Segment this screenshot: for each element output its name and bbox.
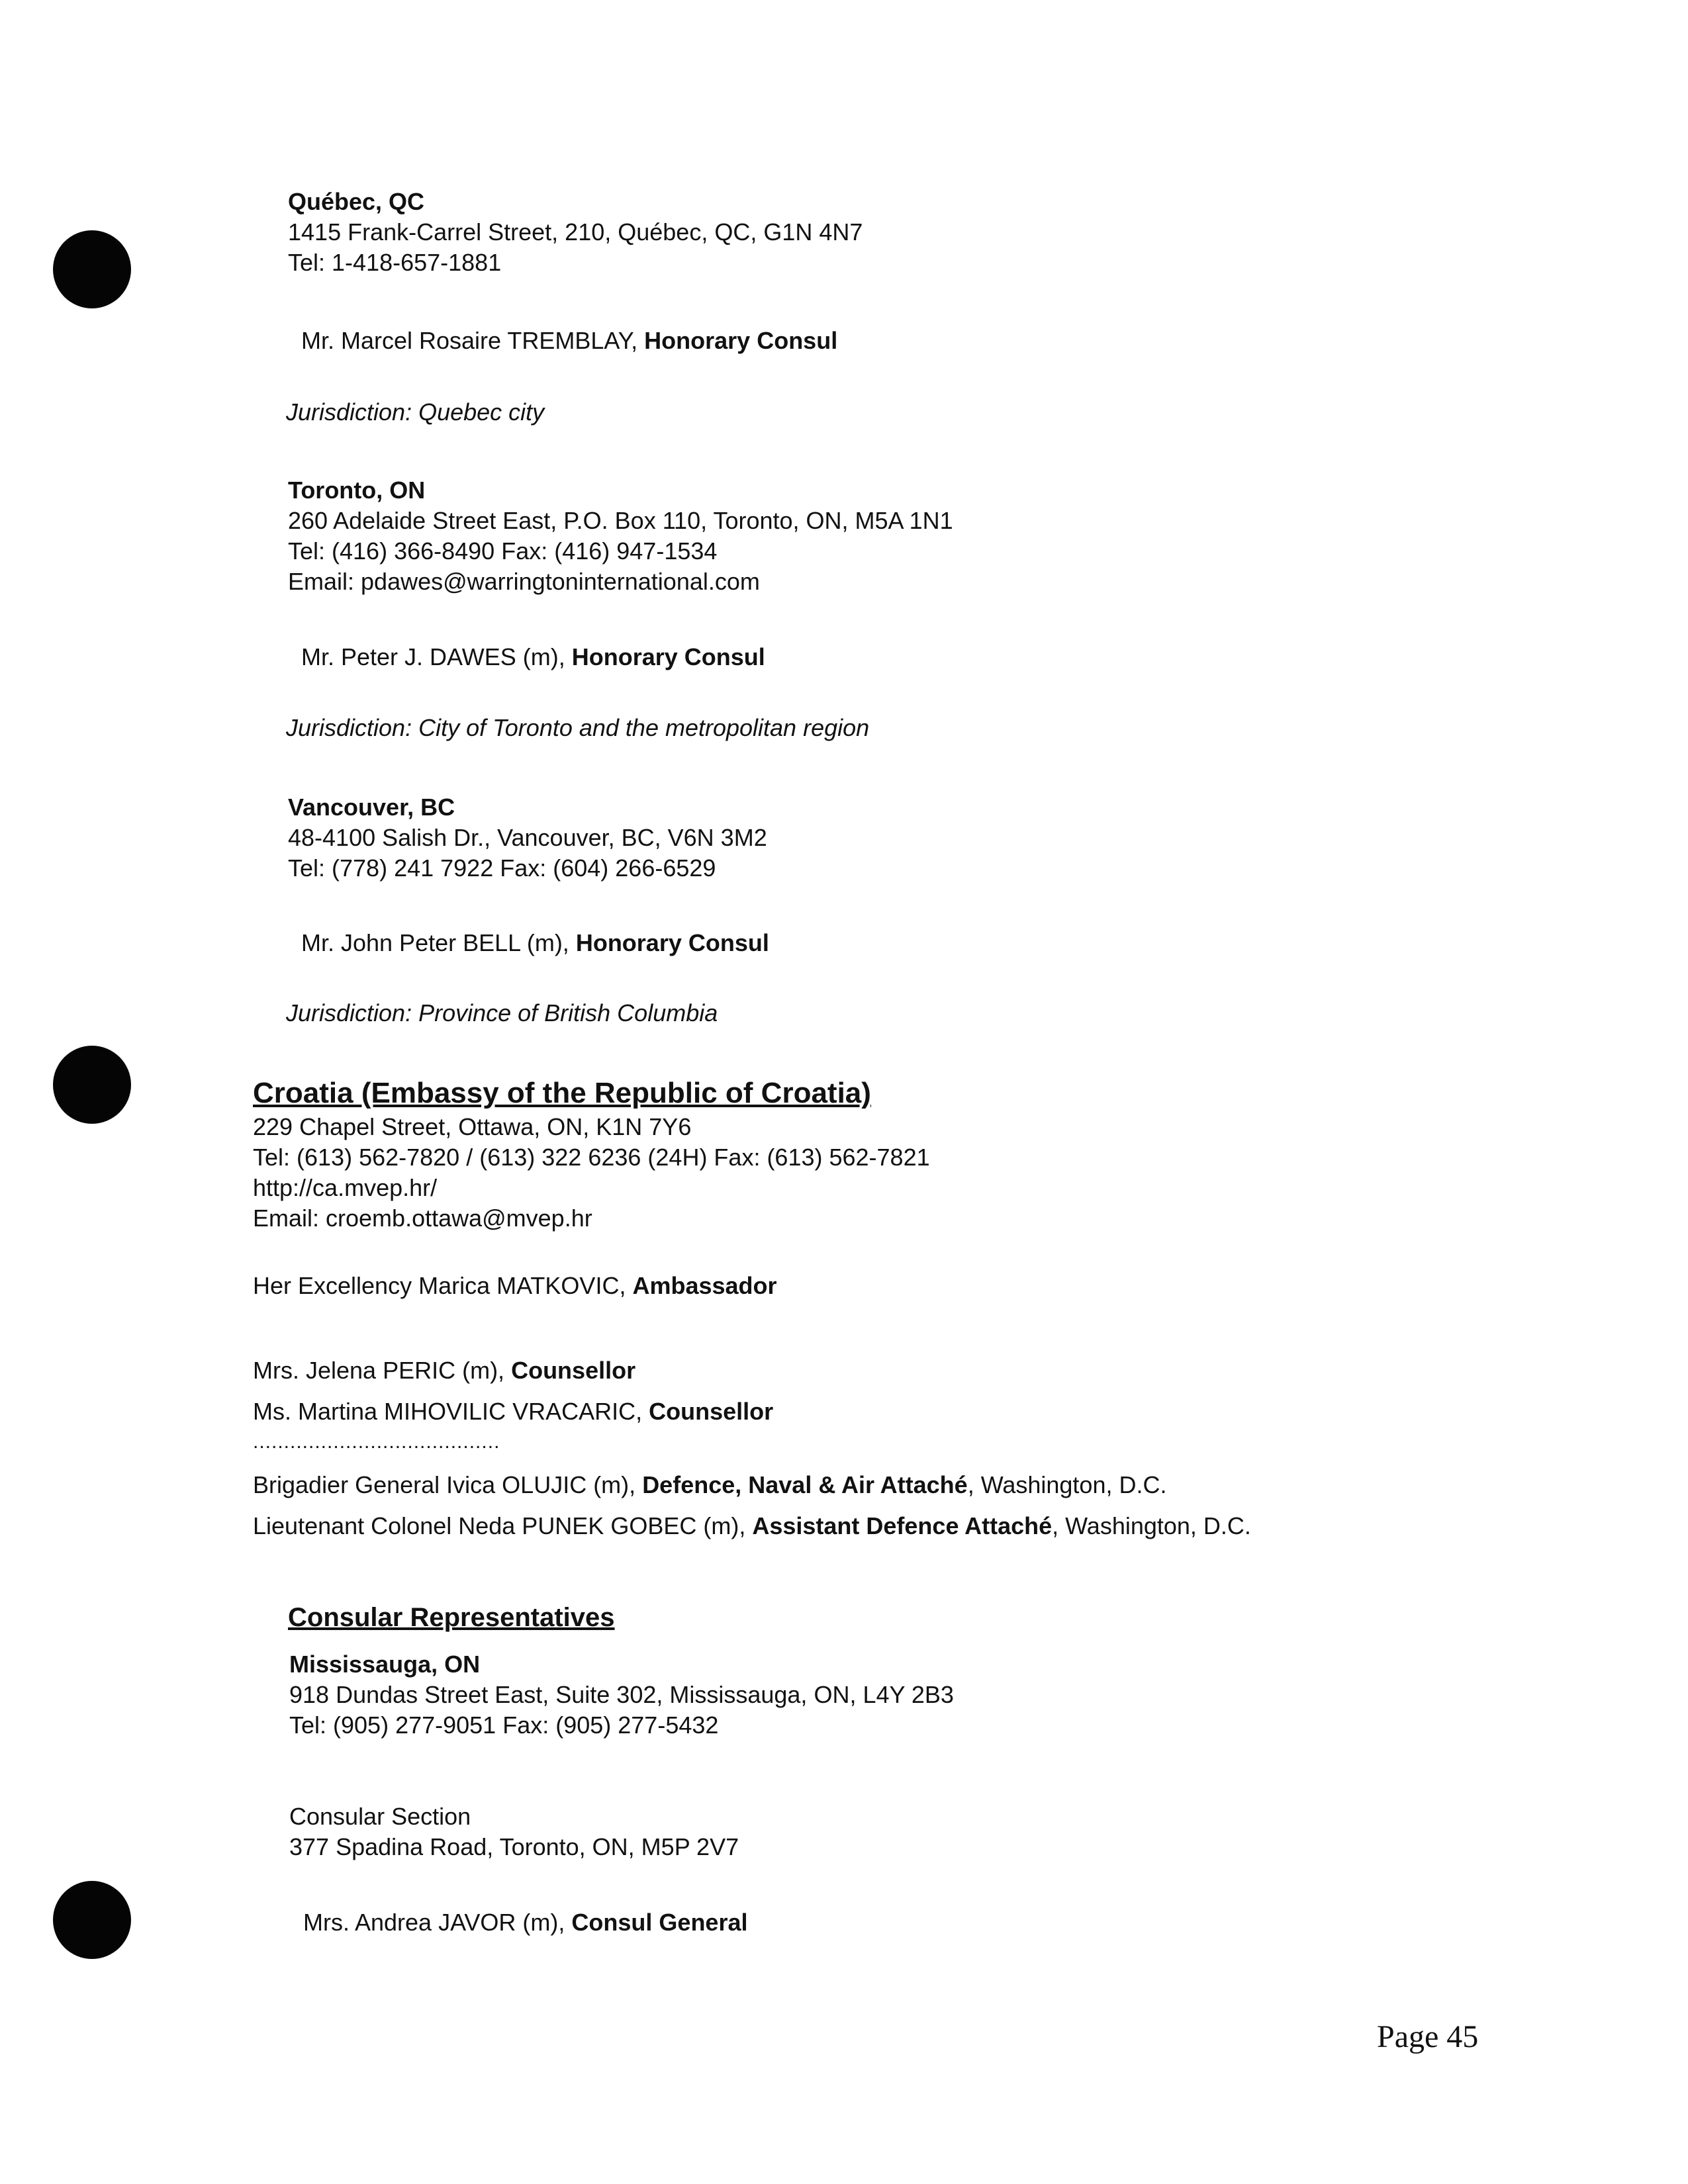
- staff-name: Ms. Martina MIHOVILIC VRACARIC,: [253, 1398, 643, 1425]
- consular-section: [289, 1801, 739, 1862]
- staff-title: Counsellor: [511, 1357, 636, 1384]
- croatia-address: 229 Chapel Street, Ottawa, ON, K1N 7Y6: [253, 1113, 692, 1140]
- quebec-address: 1415 Frank-Carrel Street, 210, Québec, QC, G1N 4N7: [288, 218, 863, 246]
- attache-location: , Washington, D.C.: [967, 1471, 1167, 1498]
- consul-general-name: Mrs. Andrea JAVOR (m),: [303, 1909, 565, 1936]
- vancouver-address: 48-4100 Salish Dr., Vancouver, BC, V6N 3M2: [288, 824, 767, 851]
- toronto-entry: [288, 475, 953, 597]
- staff-line: [253, 1350, 773, 1391]
- vancouver-jurisdiction: Jurisdiction: Province of British Columbia: [286, 999, 718, 1026]
- mississauga-city: Mississauga, ON: [289, 1651, 481, 1678]
- attache-location: , Washington, D.C.: [1052, 1512, 1251, 1539]
- dotted-separator: ........................................: [253, 1431, 500, 1453]
- quebec-consul-title: Honorary Consul: [644, 327, 838, 354]
- staff-name: Mrs. Jelena PERIC (m),: [253, 1357, 505, 1384]
- vancouver-consul-name: Mr. John Peter BELL (m),: [301, 929, 569, 956]
- attache-name: Brigadier General Ivica OLUJIC (m),: [253, 1471, 636, 1498]
- croatia-email: Email: croemb.ottawa@mvep.hr: [253, 1205, 592, 1232]
- attache-title: Assistant Defence Attaché: [752, 1512, 1053, 1539]
- toronto-jurisdiction: Jurisdiction: City of Toronto and the metropolitan region: [286, 714, 870, 741]
- mississauga-address: 918 Dundas Street East, Suite 302, Mississauga, ON, L4Y 2B3: [289, 1681, 954, 1708]
- vancouver-entry: [288, 792, 767, 884]
- attache-line: [253, 1506, 1251, 1547]
- toronto-address: 260 Adelaide Street East, P.O. Box 110, Toronto, ON, M5A 1N1: [288, 507, 953, 534]
- punch-hole-top: [53, 230, 131, 308]
- vancouver-consul-title: Honorary Consul: [575, 929, 769, 956]
- toronto-consul-name: Mr. Peter J. DAWES (m),: [301, 643, 565, 670]
- toronto-consul-title: Honorary Consul: [571, 643, 765, 670]
- consul-general: [303, 1907, 747, 1938]
- quebec-consul-name: Mr. Marcel Rosaire TREMBLAY,: [301, 327, 638, 354]
- quebec-entry: [288, 187, 863, 278]
- toronto-tel: Tel: (416) 366-8490 Fax: (416) 947-1534: [288, 537, 718, 565]
- attache-line: [253, 1465, 1251, 1506]
- ambassador-title: Ambassador: [632, 1272, 777, 1299]
- consular-section-label: Consular Section: [289, 1803, 471, 1830]
- vancouver-consul: [301, 928, 769, 958]
- attache-title: Defence, Naval & Air Attaché: [642, 1471, 968, 1498]
- croatia-tel: Tel: (613) 562-7820 / (613) 322 6236 (24H) Fax: (613) 562-7821: [253, 1144, 930, 1171]
- croatia-ambassador: [253, 1271, 777, 1301]
- staff-title: Counsellor: [649, 1398, 774, 1425]
- staff-line: [253, 1391, 773, 1432]
- quebec-tel: Tel: 1-418-657-1881: [288, 249, 502, 276]
- quebec-consul: [301, 326, 837, 356]
- mississauga-entry: [289, 1649, 954, 1741]
- quebec-city: Québec, QC: [288, 188, 425, 215]
- consular-heading: Consular Representatives: [288, 1603, 615, 1632]
- croatia-staff-list: [253, 1350, 773, 1432]
- croatia-contact: [253, 1112, 930, 1234]
- consular-section-address: 377 Spadina Road, Toronto, ON, M5P 2V7: [289, 1833, 739, 1860]
- toronto-consul: [301, 642, 765, 672]
- croatia-attache-list: [253, 1465, 1251, 1547]
- toronto-email: Email: pdawes@warringtoninternational.com: [288, 568, 760, 595]
- punch-hole-middle: [53, 1046, 131, 1124]
- ambassador-name: Her Excellency Marica MATKOVIC,: [253, 1272, 626, 1299]
- vancouver-city: Vancouver, BC: [288, 794, 455, 821]
- page-number: Page 45: [1377, 2019, 1479, 2054]
- vancouver-tel: Tel: (778) 241 7922 Fax: (604) 266-6529: [288, 854, 716, 882]
- toronto-city: Toronto, ON: [288, 477, 426, 504]
- quebec-jurisdiction: Jurisdiction: Quebec city: [286, 398, 545, 426]
- consul-general-title: Consul General: [571, 1909, 748, 1936]
- croatia-embassy-title: Croatia (Embassy of the Republic of Croatia): [253, 1077, 871, 1109]
- attache-name: Lieutenant Colonel Neda PUNEK GOBEC (m),: [253, 1512, 746, 1539]
- mississauga-tel: Tel: (905) 277-9051 Fax: (905) 277-5432: [289, 1711, 719, 1739]
- croatia-website: http://ca.mvep.hr/: [253, 1174, 438, 1201]
- punch-hole-bottom: [53, 1881, 131, 1959]
